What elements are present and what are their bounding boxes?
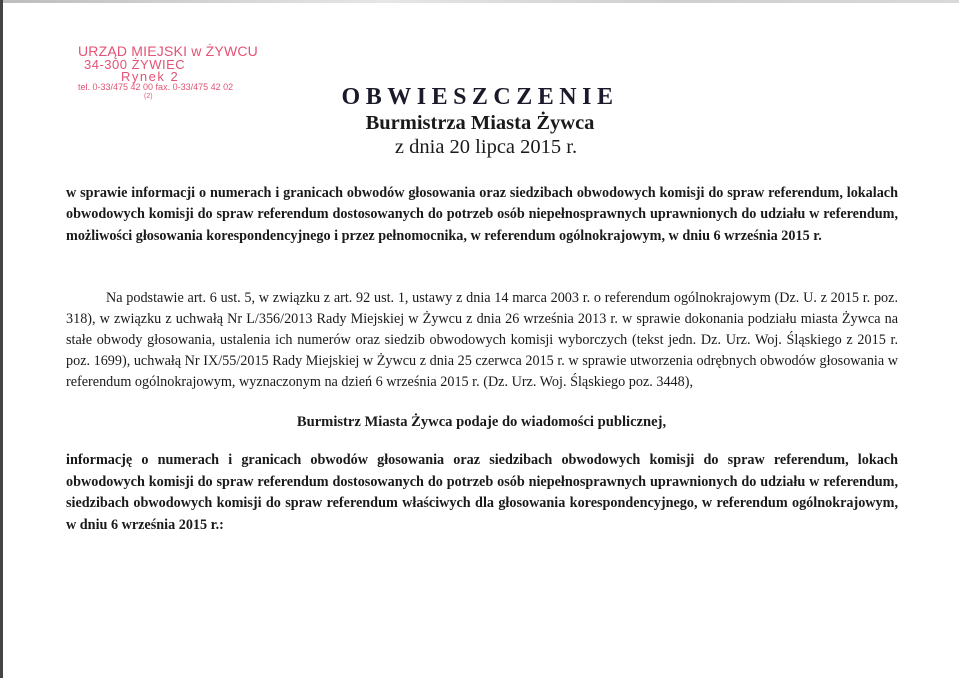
stamp-office-name: URZĄD MIEJSKI w ŻYWCU	[78, 43, 258, 59]
subject-paragraph: w sprawie informacji o numerach i granicach obwodów głosowania oraz siedzibach obwodowych komisji do spraw referendum, lokalach obwodowych komisji do spraw referendum dostosowanych do potrzeb osób niepełnosprawnych uprawnionych do udziału w referendum, możliwości głosowania korespondencyjnego i przez pełnomocnika, w referendum ogólnokrajowym, w dniu 6 września 2015 r.	[66, 185, 898, 244]
stamp-street: Rynek 2	[121, 69, 180, 84]
document-issuer: Burmistrza Miasta Żywca	[365, 112, 595, 134]
legal-basis-paragraph: Na podstawie art. 6 ust. 5, w związku z art. 92 ust. 1, ustawy z dnia 14 marca 2003 r. o referendum ogólnokrajowym (Dz. U. z 2015 r. poz. 318), w związku z uchwałą Nr L/356/2013 Rady Miejskiej w Żywcu z dnia 26 września 2013 r. w sprawie dokonania podziału miasta Żywca na stałe obwody głosowania, ustalenia ich numerów oraz siedzib obwodowych komisji wyborczych (tekst jedn. Dz. Urz. Woj. Śląskiego z 2015 r. poz. 1699), uchwałą Nr IX/55/2015 Rady Miejskiej w Żywcu z dnia 25 czerwca 2015 r. w sprawie utworzenia odrębnych obwodów głosowania w referendum ogólnokrajowym, wyznaczonym na dzień 6 września 2015 r. (Dz. Urz. Woj. Śląskiego poz. 3448),	[66, 290, 898, 390]
document-header	[330, 84, 630, 159]
stamp-postal-code: 34-300 ŻYWIEC	[84, 57, 186, 72]
stamp-phone-fax: tel. 0-33/475 42 00 fax. 0-33/475 42 02	[78, 82, 234, 92]
stamp-number: (2)	[144, 93, 153, 100]
scan-edge-left	[0, 0, 3, 678]
document-date: z dnia 20 lipca 2015 r.	[394, 136, 578, 158]
announcement-line: Burmistrz Miasta Żywca podaje do wiadomości publicznej,	[296, 414, 667, 430]
scan-edge-top	[0, 0, 959, 3]
information-paragraph: informację o numerach i granicach obwodów głosowania oraz siedzibach obwodowych komisji do spraw referendum, lokach obwodowych komisji do spraw referendum dostosowanych do potrzeb osób niepełnosprawnych uprawnionych do udziału w referendum, siedzibach obwodowych komisji do spraw referendum właściwych dla głosowania korespondencyjnego, w referendum ogólnokrajowym, w dniu 6 września 2015 r.:	[66, 452, 898, 533]
document-title: OBWIESZCZENIE	[341, 84, 619, 110]
